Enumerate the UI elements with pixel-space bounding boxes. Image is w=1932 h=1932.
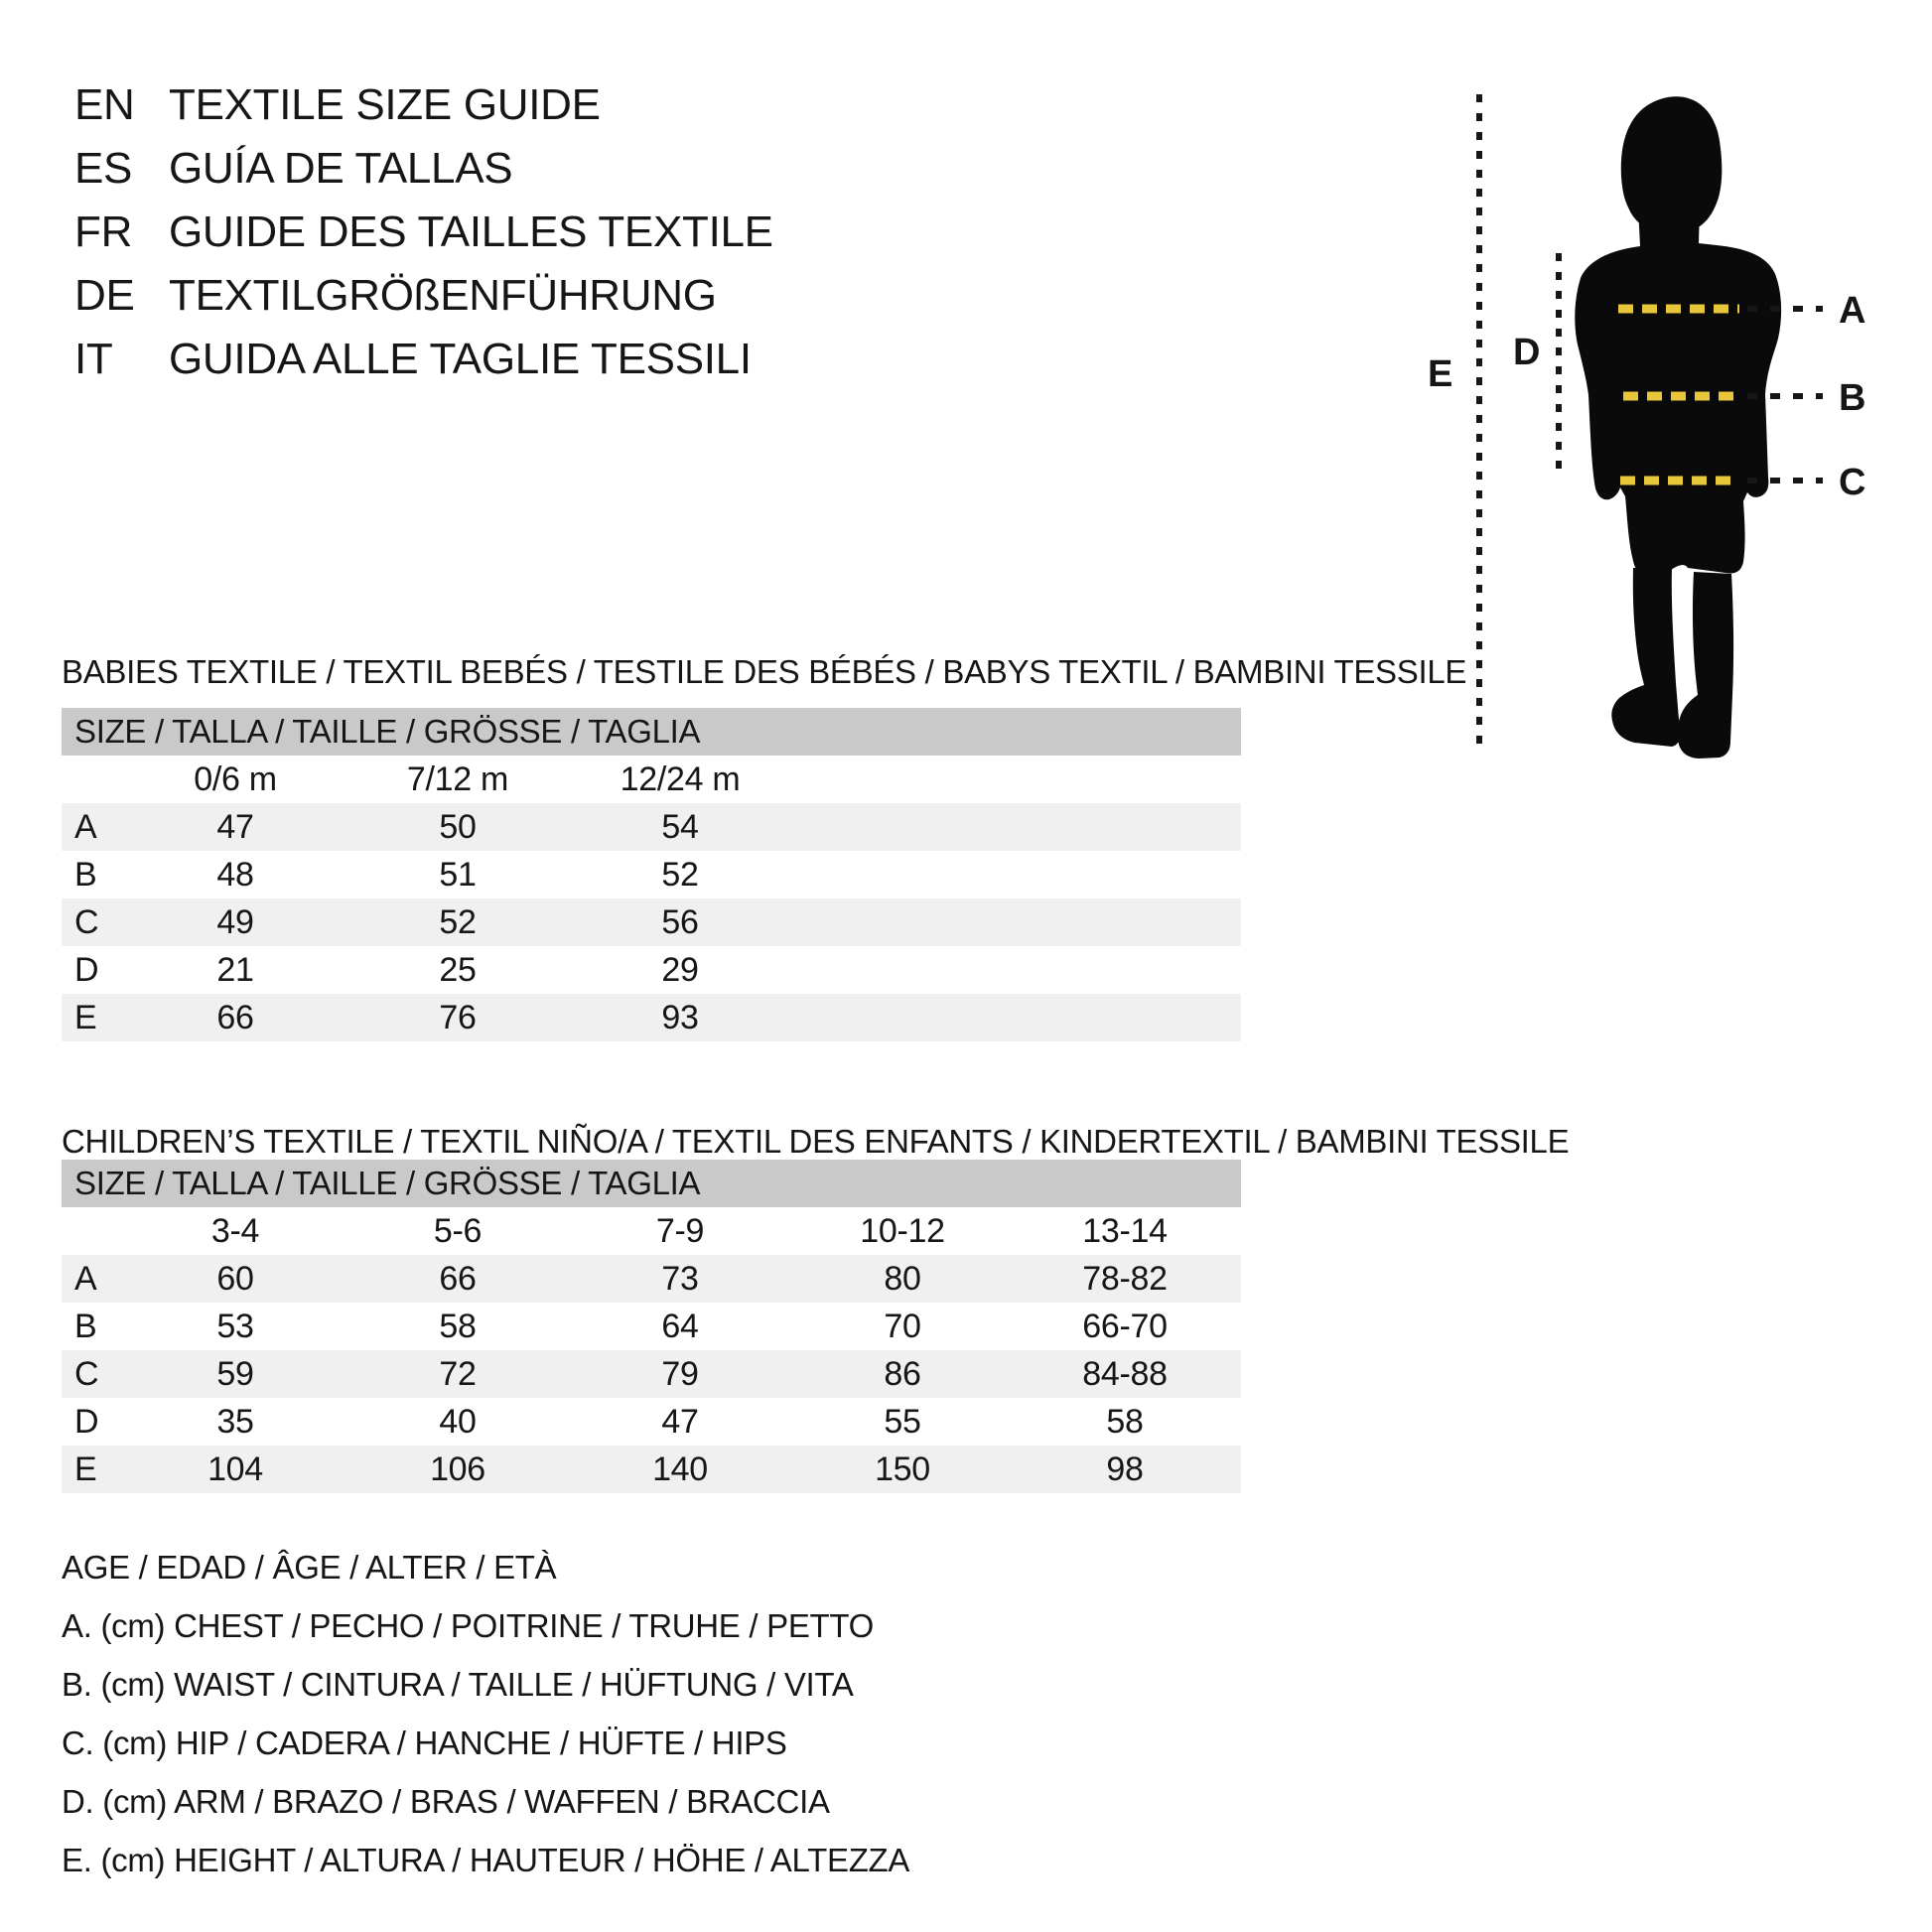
cell-value: 49	[216, 902, 254, 941]
children-col-header-1: 5-6	[433, 1211, 483, 1250]
figure-label-b: B	[1839, 377, 1866, 419]
cell-value: 66	[439, 1259, 477, 1298]
cell-value: 48	[216, 855, 254, 894]
cell-value: 47	[216, 807, 254, 846]
cell-value: 53	[216, 1307, 254, 1345]
cell-value: 60	[216, 1259, 254, 1298]
legend-line-waist: B. (cm) WAIST / CINTURA / TAILLE / HÜFTUNG / VITA	[62, 1666, 854, 1703]
language-title-block	[74, 73, 773, 391]
children-col-header-4: 13-14	[1082, 1211, 1168, 1250]
legend-line-hip: C. (cm) HIP / CADERA / HANCHE / HÜFTE / HIPS	[62, 1725, 787, 1761]
babies-size-table	[62, 708, 1241, 1041]
row-label: B	[74, 1307, 97, 1345]
cell-value: 56	[661, 902, 699, 941]
cell-value: 66-70	[1082, 1307, 1168, 1345]
cell-value: 40	[439, 1402, 477, 1441]
lang-row-it	[74, 328, 773, 391]
child-silhouette	[1575, 96, 1781, 759]
children-column-header-row	[62, 1207, 1241, 1255]
cell-value: 86	[884, 1354, 921, 1393]
lang-row-fr	[74, 201, 773, 264]
babies-col-header-0: 0/6 m	[194, 759, 277, 798]
row-label: C	[74, 902, 99, 941]
legend-line-arm: D. (cm) ARM / BRAZO / BRAS / WAFFEN / BRACCIA	[62, 1783, 830, 1820]
cell-value: 106	[430, 1449, 485, 1488]
table-row	[62, 803, 1241, 851]
table-row	[62, 946, 1241, 994]
figure-label-c: C	[1839, 462, 1866, 503]
table-row	[62, 1350, 1241, 1398]
row-label: D	[74, 1402, 99, 1441]
legend-line-age: AGE / EDAD / ÂGE / ALTER / ETÀ	[62, 1549, 557, 1586]
lang-title-en: TEXTILE SIZE GUIDE	[169, 80, 601, 129]
cell-value: 70	[884, 1307, 921, 1345]
cell-value: 54	[661, 807, 699, 846]
cell-value: 73	[661, 1259, 699, 1298]
child-silhouette-measure-diagram	[1390, 60, 1932, 794]
cell-value: 50	[439, 807, 477, 846]
cell-value: 76	[439, 998, 477, 1036]
table-row	[62, 898, 1241, 946]
cell-value: 52	[661, 855, 699, 894]
cell-value: 140	[652, 1449, 708, 1488]
lang-code-es: ES	[74, 144, 133, 193]
cell-value: 104	[207, 1449, 263, 1488]
figure-label-e: E	[1428, 353, 1453, 395]
lang-code-it: IT	[74, 335, 113, 383]
cell-value: 80	[884, 1259, 921, 1298]
silhouette-right-leg	[1677, 572, 1733, 759]
cell-value: 66	[216, 998, 254, 1036]
cell-value: 98	[1106, 1449, 1144, 1488]
table-row	[62, 1446, 1241, 1493]
silhouette-left-leg	[1611, 568, 1680, 747]
row-label: D	[74, 950, 99, 989]
babies-col-header-1: 7/12 m	[406, 759, 509, 798]
lang-row-en	[74, 73, 773, 137]
cell-value: 58	[439, 1307, 477, 1345]
cell-value: 72	[439, 1354, 477, 1393]
lang-title-es: GUÍA DE TALLAS	[169, 144, 513, 193]
children-col-header-2: 7-9	[655, 1211, 705, 1250]
babies-table-header: SIZE / TALLA / TAILLE / GRÖSSE / TAGLIA	[62, 708, 1241, 756]
children-section-heading: CHILDREN’S TEXTILE / TEXTIL NIÑO/A / TEXTIL DES ENFANTS / KINDERTEXTIL / BAMBINI TESSILE	[62, 1123, 1570, 1160]
children-col-header-0: 3-4	[210, 1211, 260, 1250]
cell-value: 150	[875, 1449, 930, 1488]
legend-line-chest: A. (cm) CHEST / PECHO / POITRINE / TRUHE / PETTO	[62, 1607, 875, 1644]
cell-value: 25	[439, 950, 477, 989]
cell-value: 35	[216, 1402, 254, 1441]
lang-row-es	[74, 137, 773, 201]
row-label: E	[74, 1449, 97, 1488]
babies-column-header-row	[62, 756, 1241, 803]
cell-value: 58	[1106, 1402, 1144, 1441]
cell-value: 84-88	[1082, 1354, 1168, 1393]
row-label: A	[74, 807, 97, 846]
cell-value: 29	[661, 950, 699, 989]
cell-value: 51	[439, 855, 477, 894]
children-size-table	[62, 1160, 1241, 1493]
figure-label-d: D	[1513, 332, 1541, 373]
babies-section-heading: BABIES TEXTILE / TEXTIL BEBÉS / TESTILE DES BÉBÉS / BABYS TEXTIL / BAMBINI TESSILE	[62, 653, 1467, 690]
lang-code-en: EN	[74, 80, 135, 129]
cell-value: 64	[661, 1307, 699, 1345]
children-table-header: SIZE / TALLA / TAILLE / GRÖSSE / TAGLIA	[62, 1160, 1241, 1207]
figure-label-a: A	[1839, 290, 1866, 332]
table-row	[62, 1303, 1241, 1350]
row-label: E	[74, 998, 97, 1036]
cell-value: 21	[216, 950, 254, 989]
table-row	[62, 1255, 1241, 1303]
lang-code-fr: FR	[74, 207, 133, 256]
row-label: B	[74, 855, 97, 894]
row-label: C	[74, 1354, 99, 1393]
lang-row-de	[74, 264, 773, 328]
cell-value: 93	[661, 998, 699, 1036]
lang-title-it: GUIDA ALLE TAGLIE TESSILI	[169, 335, 752, 383]
cell-value: 55	[884, 1402, 921, 1441]
legend-line-height: E. (cm) HEIGHT / ALTURA / HAUTEUR / HÖHE / ALTEZZA	[62, 1842, 910, 1878]
table-row	[62, 851, 1241, 898]
cell-value: 79	[661, 1354, 699, 1393]
children-col-header-3: 10-12	[860, 1211, 945, 1250]
measurement-legend	[62, 1538, 909, 1889]
cell-value: 59	[216, 1354, 254, 1393]
babies-col-header-2: 12/24 m	[620, 759, 741, 798]
lang-code-de: DE	[74, 271, 135, 320]
lang-title-fr: GUIDE DES TAILLES TEXTILE	[169, 207, 773, 256]
cell-value: 47	[661, 1402, 699, 1441]
cell-value: 52	[439, 902, 477, 941]
row-label: A	[74, 1259, 97, 1298]
table-row	[62, 1398, 1241, 1446]
silhouette-body	[1575, 207, 1781, 574]
table-row	[62, 994, 1241, 1041]
cell-value: 78-82	[1082, 1259, 1168, 1298]
lang-title-de: TEXTILGRÖßENFÜHRUNG	[169, 271, 717, 320]
